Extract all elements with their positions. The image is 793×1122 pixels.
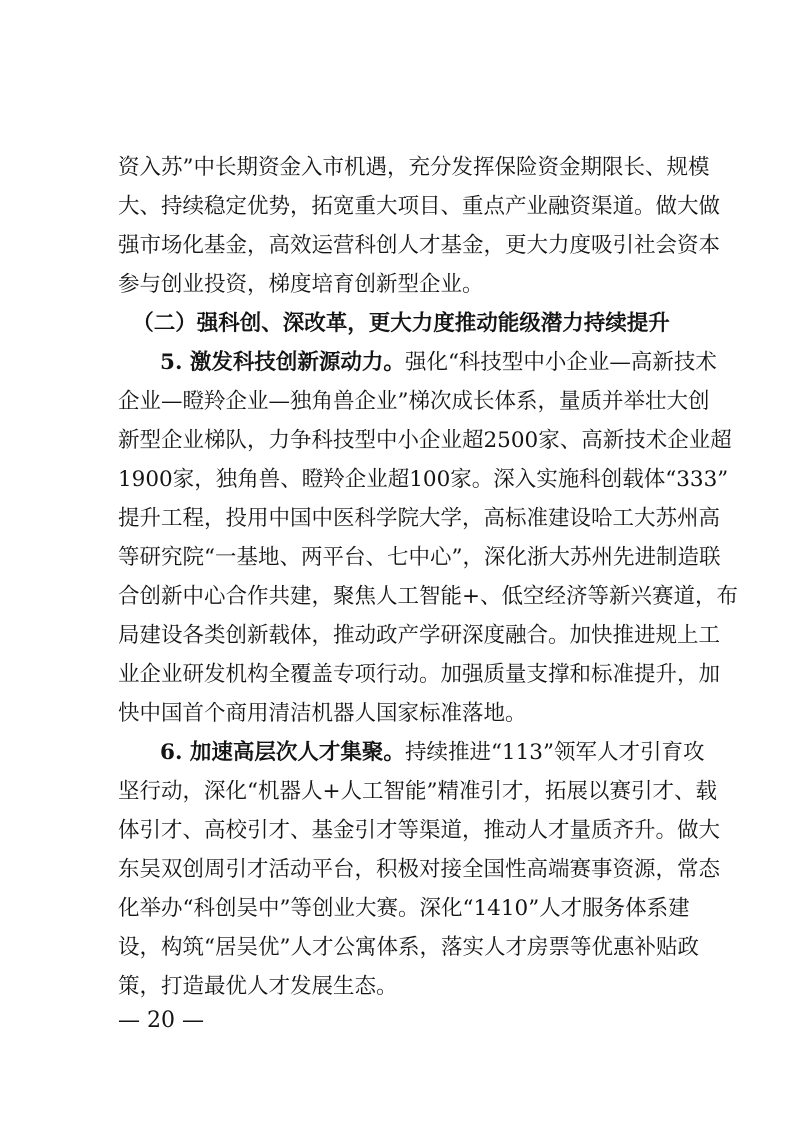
section-heading: （二）强科创、深改革，更大力度推动能级潜力持续提升 [132,311,670,336]
paragraph-1-line-3: 强市场化基金，高效运营科创人才基金，更大力度吸引社会资本 [118,233,721,258]
paragraph-6-heading: 6. 加速高层次人才集聚。 [160,740,405,765]
paragraph-1-line-1: 资入苏”中长期资金入市机遇，充分发挥保险资金期限长、规模 [118,155,710,180]
paragraph-1-line-2: 大、持续稳定优势，拓宽重大项目、重点产业融资渠道。做大做 [118,194,721,219]
paragraph-5-line-9: 业企业研发机构全覆盖专项行动。加强质量支撑和标准提升，加 [118,662,721,687]
paragraph-6-line-6: 设，构筑“居吴优”人才公寓体系，落实人才房票等优惠补贴政 [118,935,699,960]
paragraph-6-line-1 [160,738,705,768]
paragraph-6-line-1-text: 持续推进“113”领军人才引育攻 [404,740,705,765]
paragraph-1-line-4: 参与创业投资，梯度培育创新型企业。 [118,272,484,297]
paragraph-5-line-8: 局建设各类创新载体，推动政产学研深度融合。加快推进规上工 [118,623,721,648]
paragraph-5-line-1 [160,348,717,378]
paragraph-6-line-3: 体引才、高校引才、基金引才等渠道，推动人才量质齐升。做大 [118,818,721,843]
paragraph-5-line-2: 企业—瞪羚企业—独角兽企业”梯次成长体系，量质并举壮大创 [118,389,710,414]
paragraph-5-line-10: 快中国首个商用清洁机器人国家标准落地。 [118,701,527,726]
paragraph-5-line-3: 新型企业梯队，力争科技型中小企业超2500家、高新技术企业超 [118,428,732,453]
paragraph-6-line-4: 东吴双创周引才活动平台，积极对接全国性高端赛事资源，常态 [118,857,721,882]
paragraph-5-line-4: 1900家，独角兽、瞪羚企业超100家。深入实施科创载体“333” [118,467,729,492]
paragraph-5-line-7: 合创新中心合作共建，聚焦人工智能+、低空经济等新兴赛道，布 [118,584,739,609]
paragraph-6-line-5: 化举办“科创吴中”等创业大赛。深化“1410”人才服务体系建 [118,896,690,921]
page-number: — 20 — [118,1008,204,1033]
paragraph-5-line-6: 等研究院“一基地、两平台、七中心”，深化浙大苏州先进制造联 [118,545,721,570]
paragraph-5-line-1-text: 强化“科技型中小企业—高新技术 [404,350,717,375]
paragraph-5-heading: 5. 激发科技创新源动力。 [160,350,405,375]
paragraph-6-line-7: 策，打造最优人才发展生态。 [118,974,398,999]
paragraph-6-line-2: 坚行动，深化“机器人+人工智能”精准引才，拓展以赛引才、载 [118,779,718,804]
paragraph-5-line-5: 提升工程，投用中国中医科学院大学，高标准建设哈工大苏州高 [118,506,721,531]
